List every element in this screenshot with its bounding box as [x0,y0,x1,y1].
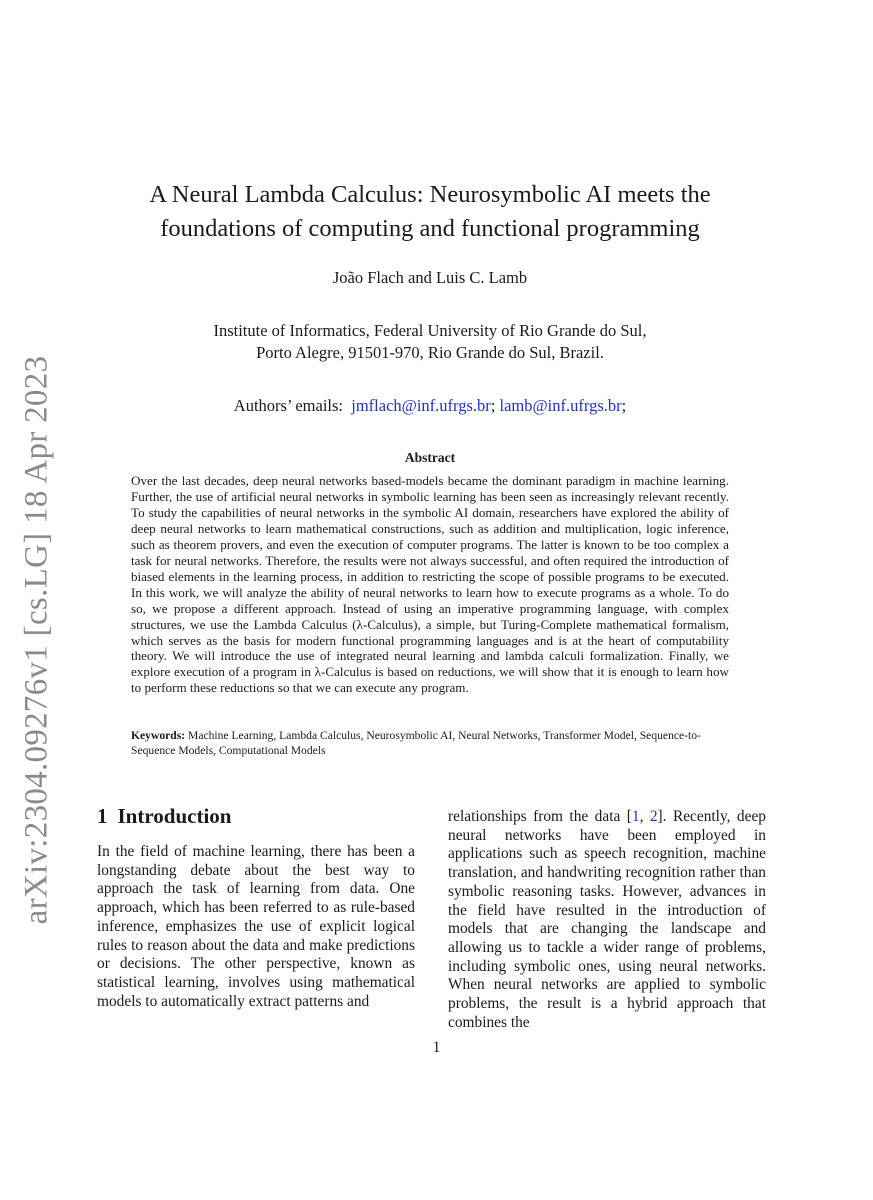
introduction-paragraph-continued [448,808,766,1032]
author-list: João Flach and Luis C. Lamb [332,268,528,287]
right-column [448,808,766,1032]
email-terminator: ; [621,396,627,415]
section-heading-introduction [97,803,415,829]
keywords-text: Machine Learning, Lambda Calculus, Neurosymbolic AI, Neural Networks, Transformer Model, Sequence-to-Sequence Models, Computational Models [131,729,701,757]
citation-separator: , [639,808,650,825]
introduction-paragraph: In the field of machine learning, there has been a longstanding debate about the best way to approach the task of learning from data. One approach, which has been referred to as rule-based inference, emphasizes the use of explicit logical rules to reason about the data and make predictions or decisions. The other perspective, known as statistical learning, involves using mathematical models to automatically extract patterns and [97,843,415,1010]
email-separator: ; [490,396,496,415]
body-text: ]. Recently, deep neural networks have been employed in applications such as speech recognition, machine translation, and handwriting recognition rather than symbolic reasoning tasks. However, advances in the field have resulted in the introduction of models that are changing the landscape and allowing us to tackle a wider range of problems, including symbolic ones, using neural networks. When neural networks are applied to symbolic problems, the result is a hybrid approach that combines the [448,808,766,1031]
email-link-lamb[interactable]: lamb@inf.ufrgs.br [499,396,622,415]
abstract-heading: Abstract [404,450,456,465]
abstract-text: Over the last decades, deep neural networks based-models became the dominant paradigm in machine learning. Further, the use of artificial neural networks in symbolic learning has been seen as increasingly relevant recently. To study the capabilities of neural networks in the symbolic AI domain, researchers have explored the ability of deep neural networks to learn mathematical constructions, such as addition and multiplication, logic inference, such as theorem provers, and even the execution of computer programs. The latter is known to be too complex a task for neural networks. Therefore, the results were not always successful, and often required the introduction of biased elements in the learning process, in addition to restricting the scope of possible programs to be executed. In this work, we will analyze the ability of neural networks to learn how to execute programs as a whole. To do so, we propose a different approach. Instead of using an imperative programming language, with complex structures, we use the Lambda Calculus (λ-Calculus), a simple, but Turing-Complete mathematical formalism, which serves as the basis for modern functional programming languages and is at the heart of computability theory. We will introduce the use of integrated neural learning and lambda calculi formalization. Finally, we explore execution of a program in λ-Calculus is based on reductions, we will show that it is enough to learn how to perform these reductions so that we can execute any program. [131,473,729,696]
emails-label: Authors’ emails: [233,396,343,415]
citation-link-2[interactable]: 2 [649,808,658,825]
section-title: Introduction [117,804,232,828]
email-link-flach[interactable]: jmflach@inf.ufrgs.br [351,396,491,415]
arxiv-identifier: arXiv:2304.09276v1 [cs.LG] 18 Apr 2023 [18,355,55,925]
keywords-label: Keywords: [131,729,186,742]
affiliation-line: Institute of Informatics, Federal University of Rio Grande do Sul, [213,321,647,340]
keywords [131,729,729,758]
affiliation [100,320,760,364]
paper-title: A Neural Lambda Calculus: Neurosymbolic AI meets the foundations of computing and functional programming [149,181,711,242]
left-column [97,803,415,1011]
body-text: relationships from the data [ [448,808,632,825]
author-emails [100,396,760,416]
section-number: 1 [97,804,108,828]
page-number: 1 [432,1039,441,1056]
citation-link-1[interactable]: 1 [631,808,640,825]
affiliation-line: Porto Alegre, 91501-970, Rio Grande do Sul, Brazil. [256,343,604,362]
